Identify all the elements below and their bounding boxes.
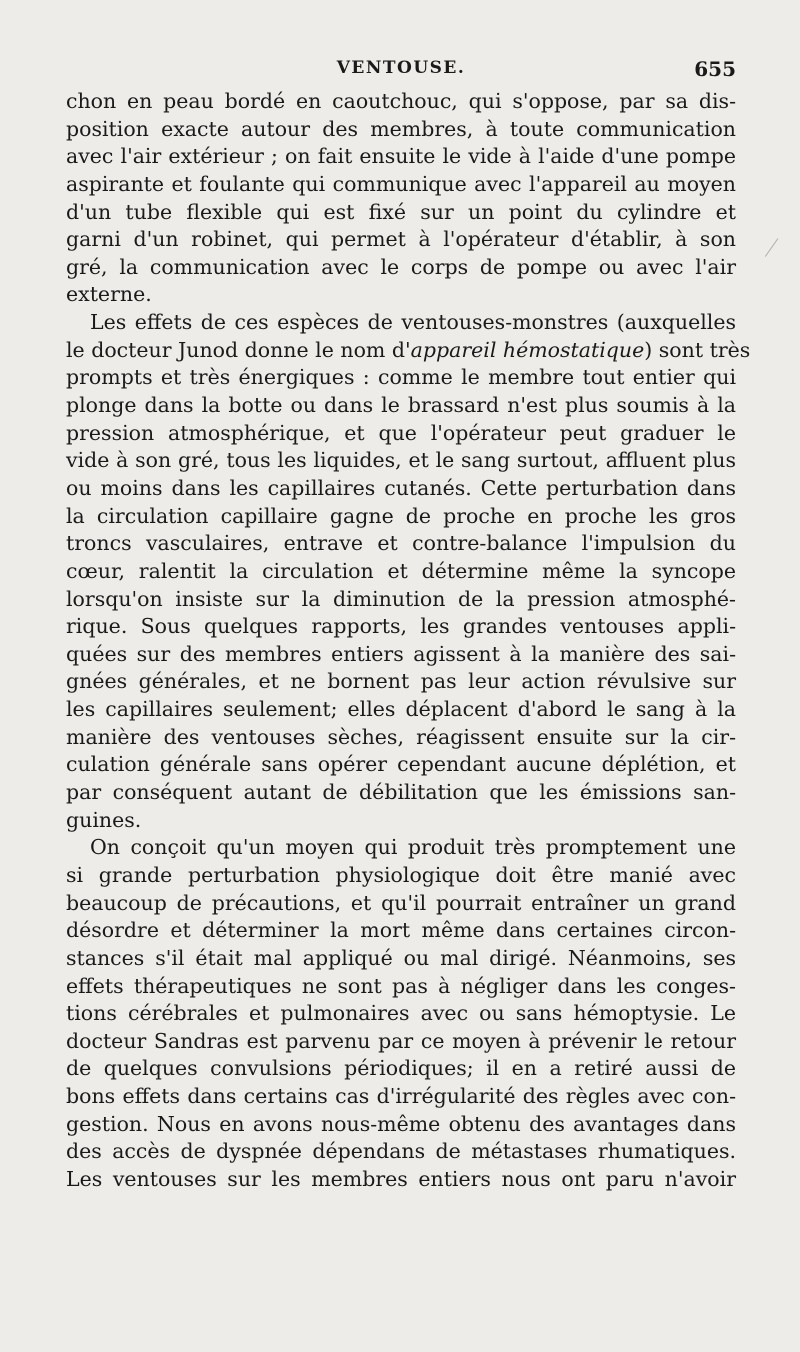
- text-line: désordre et déterminer la mort même dans certaines circon-: [66, 918, 736, 943]
- italic-term: appareil hémostatique: [410, 337, 645, 362]
- body-text: [66, 88, 751, 1194]
- text-line: guines.: [66, 807, 142, 832]
- text-line: par conséquent autant de débilitation que les émissions san-: [66, 780, 736, 805]
- text-line: aspirante et foulante qui communique avec l'appareil au moyen: [66, 171, 736, 196]
- text-line: cœur, ralentit la circulation et détermine même la syncope: [66, 558, 736, 583]
- text-line: chon en peau bordé en caoutchouc, qui s'oppose, par sa dis-: [66, 89, 736, 113]
- page-number: 655: [694, 57, 736, 81]
- text-line: gré, la communication avec le corps de pompe ou avec l'air: [66, 254, 736, 279]
- text-line: la circulation capillaire gagne de proche en proche les gros: [66, 503, 736, 528]
- text-line: vide à son gré, tous les liquides, et le sang surtout, affluent plus: [66, 448, 736, 473]
- text-line: le docteur Junod donne le nom d'appareil hémostatique) sont très: [66, 337, 751, 362]
- text-line: de quelques convulsions périodiques; il en a retiré aussi de: [66, 1056, 736, 1081]
- text-line: beaucoup de précautions, et qu'il pourrait entraîner un grand: [66, 890, 736, 915]
- text-line: des accès de dyspnée dépendans de métastases rhumatiques.: [66, 1139, 736, 1164]
- paragraph: [66, 834, 736, 1193]
- running-head: [66, 58, 736, 88]
- text-line: position exacte autour des membres, à toute communication: [66, 116, 736, 141]
- text-line: culation générale sans opérer cependant aucune déplétion, et: [66, 752, 736, 777]
- text-line: plonge dans la botte ou dans le brassard n'est plus soumis à la: [66, 393, 736, 418]
- text-line: pression atmosphérique, et que l'opérateur peut graduer le: [66, 420, 736, 445]
- text-line: lorsqu'on insiste sur la diminution de la pression atmosphé-: [66, 586, 736, 611]
- text-line: les capillaires seulement; elles déplacent d'abord le sang à la: [66, 697, 736, 722]
- text-line: Les ventouses sur les membres entiers nous ont paru n'avoir: [66, 1166, 736, 1191]
- text-line: Les effets de ces espèces de ventouses-monstres (auxquelles: [90, 310, 736, 335]
- text-line: si grande perturbation physiologique doit être manié avec: [66, 862, 736, 887]
- text-line: troncs vasculaires, entrave et contre-balance l'impulsion du: [66, 531, 736, 556]
- text-line: bons effets dans certains cas d'irrégularité des règles avec con-: [66, 1084, 736, 1109]
- text-line: quées sur des membres entiers agissent à la manière des sai-: [66, 641, 736, 666]
- text-line: tions cérébrales et pulmonaires avec ou sans hémoptysie. Le: [66, 1001, 736, 1026]
- text-line: externe.: [66, 282, 152, 307]
- text-line: stances s'il était mal appliqué ou mal dirigé. Néanmoins, ses: [66, 945, 736, 970]
- text-line: gestion. Nous en avons nous-même obtenu des avantages dans: [66, 1111, 736, 1136]
- text-line: effets thérapeutiques ne sont pas à négliger dans les conges-: [66, 973, 736, 998]
- text-line: garni d'un robinet, qui permet à l'opérateur d'établir, à son: [66, 227, 736, 252]
- text-line: manière des ventouses sèches, réagissent ensuite sur la cir-: [66, 724, 736, 749]
- paragraph: [66, 88, 736, 309]
- running-title: VENTOUSE.: [336, 58, 466, 78]
- text-line: prompts et très énergiques : comme le membre tout entier qui: [66, 365, 736, 390]
- text-line: d'un tube flexible qui est fixé sur un point du cylindre et: [66, 199, 736, 224]
- text-line: On conçoit qu'un moyen qui produit très promptement une: [90, 835, 736, 860]
- text-line: docteur Sandras est parvenu par ce moyen à prévenir le retour: [66, 1028, 736, 1053]
- text-line: avec l'air extérieur ; on fait ensuite le vide à l'aide d'une pompe: [66, 144, 736, 169]
- text-line: ou moins dans les capillaires cutanés. Cette perturbation dans: [66, 475, 736, 500]
- paragraph: [66, 309, 751, 834]
- margin-pencil-mark: [765, 238, 788, 263]
- text-line: gnées générales, et ne bornent pas leur action révulsive sur: [66, 669, 736, 694]
- text-line: rique. Sous quelques rapports, les grandes ventouses appli-: [66, 614, 736, 639]
